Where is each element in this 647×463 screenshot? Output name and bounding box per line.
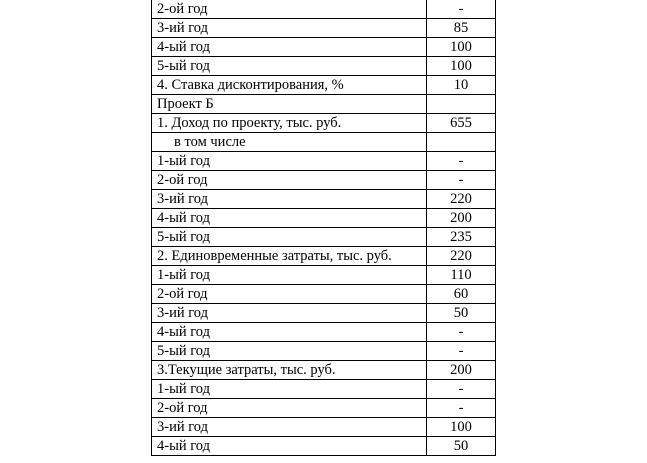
- table-row: [152, 152, 496, 171]
- row-label: 3-ий год: [152, 19, 427, 38]
- row-label: 1. Доход по проекту, тыс. руб.: [152, 114, 427, 133]
- row-label: 4-ый год: [152, 209, 427, 228]
- table-row: [152, 399, 496, 418]
- row-value: 110: [427, 266, 496, 285]
- row-label: 2-ой год: [152, 285, 427, 304]
- row-value: [427, 133, 496, 152]
- table-row: [152, 209, 496, 228]
- table-row: [152, 304, 496, 323]
- section-heading: Проект Б: [152, 95, 427, 114]
- table-row: [152, 323, 496, 342]
- row-label: 5-ый год: [152, 342, 427, 361]
- table-row: [152, 171, 496, 190]
- row-value: 235: [427, 228, 496, 247]
- row-value: 100: [427, 57, 496, 76]
- table-row: [152, 190, 496, 209]
- row-label: 3-ий год: [152, 304, 427, 323]
- table-row: [152, 361, 496, 380]
- table-body: [152, 0, 496, 456]
- row-label: 3-ий год: [152, 418, 427, 437]
- row-label: 1-ый год: [152, 380, 427, 399]
- row-label: 2. Единовременные затраты, тыс. руб.: [152, 247, 427, 266]
- row-value: [427, 95, 496, 114]
- row-value: 60: [427, 285, 496, 304]
- row-value: 100: [427, 38, 496, 57]
- row-value: 100: [427, 418, 496, 437]
- row-value: -: [427, 171, 496, 190]
- row-value: 655: [427, 114, 496, 133]
- data-table: [151, 0, 496, 456]
- table-row: [152, 228, 496, 247]
- row-value: 220: [427, 190, 496, 209]
- table-row: [152, 114, 496, 133]
- row-label: 3.Текущие затраты, тыс. руб.: [152, 361, 427, 380]
- table-row: [152, 285, 496, 304]
- row-label: 4-ый год: [152, 437, 427, 456]
- table-row: [152, 380, 496, 399]
- table-row: [152, 133, 496, 152]
- table-row: [152, 247, 496, 266]
- table-row: [152, 418, 496, 437]
- row-value: 200: [427, 361, 496, 380]
- row-label: 5-ый год: [152, 57, 427, 76]
- row-value: 50: [427, 437, 496, 456]
- row-value: 10: [427, 76, 496, 95]
- table-row: [152, 266, 496, 285]
- row-label: 3-ий год: [152, 190, 427, 209]
- row-value: 200: [427, 209, 496, 228]
- row-value: -: [427, 152, 496, 171]
- row-label: 4-ый год: [152, 323, 427, 342]
- row-value: 85: [427, 19, 496, 38]
- row-value: -: [427, 380, 496, 399]
- row-value: -: [427, 342, 496, 361]
- row-label: 1-ый год: [152, 266, 427, 285]
- table-row: [152, 76, 496, 95]
- row-label: 4-ый год: [152, 38, 427, 57]
- table-row: [152, 342, 496, 361]
- row-label: 2-ой год: [152, 399, 427, 418]
- row-value: -: [427, 323, 496, 342]
- table-row: [152, 38, 496, 57]
- table-row: [152, 95, 496, 114]
- table-row: [152, 57, 496, 76]
- row-label: 2-ой год: [152, 171, 427, 190]
- row-value: 220: [427, 247, 496, 266]
- table-row: [152, 19, 496, 38]
- row-label: 5-ый год: [152, 228, 427, 247]
- row-value: -: [427, 0, 496, 19]
- table-row: [152, 0, 496, 19]
- row-label: 2-ой год: [152, 0, 427, 19]
- row-label: 4. Ставка дисконтирования, %: [152, 76, 427, 95]
- row-value: -: [427, 399, 496, 418]
- row-label: 1-ый год: [152, 152, 427, 171]
- row-value: 50: [427, 304, 496, 323]
- row-label: в том числе: [152, 133, 427, 152]
- table-row: [152, 437, 496, 456]
